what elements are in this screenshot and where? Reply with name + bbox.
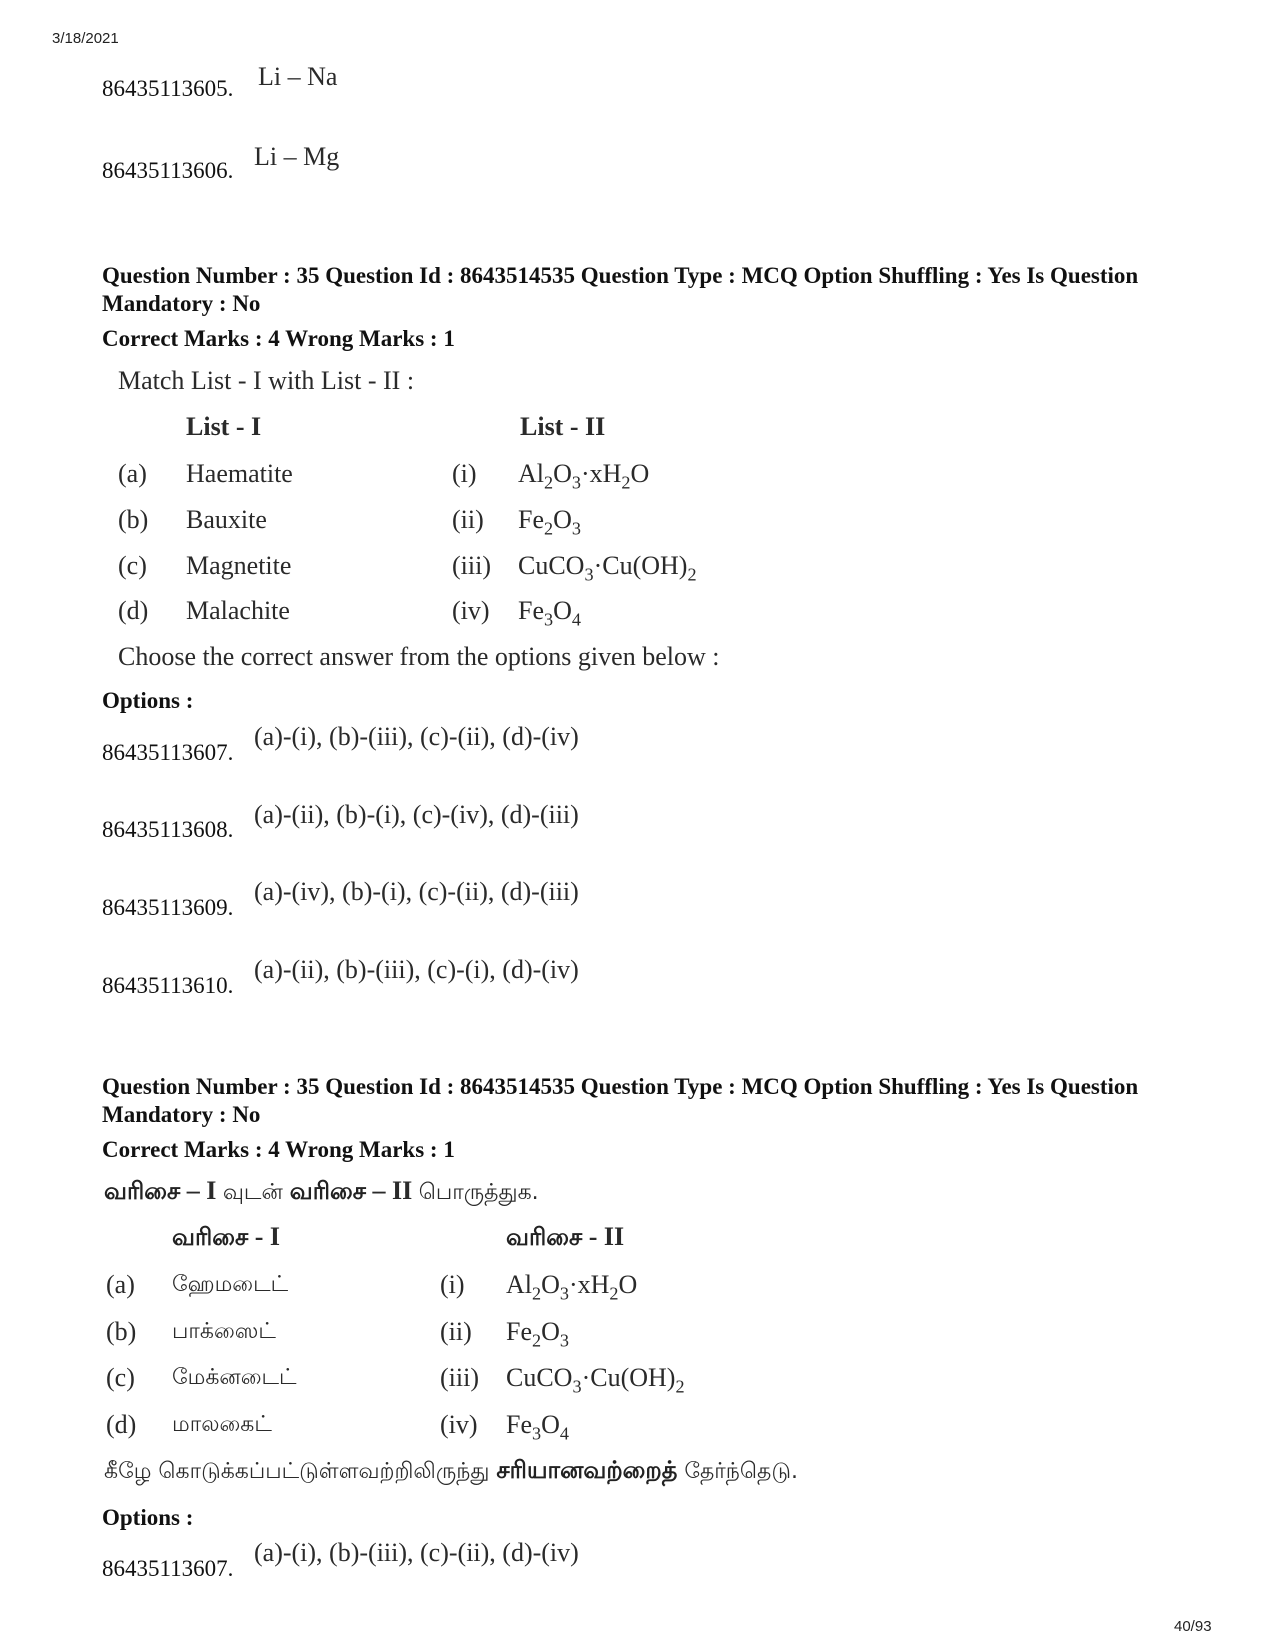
row-label: (iv) [452, 596, 490, 625]
list1-item: பாக்ஸைட் [172, 1319, 276, 1344]
option-id: 86435113609. [102, 895, 234, 920]
list1-header: List - I [186, 412, 262, 441]
question-marks: Correct Marks : 4 Wrong Marks : 1 [102, 326, 455, 351]
option-id: 86435113610. [102, 973, 234, 998]
option-id: 86435113607. [102, 1556, 234, 1581]
list1-item: ஹேமடைட் [172, 1272, 289, 1297]
prev-option-text: Li – Mg [254, 142, 340, 171]
formula: $Al_2O_3\cdot xH_2O$ [506, 1270, 638, 1304]
row-label: (i) [440, 1270, 465, 1299]
row-label: (ii) [452, 505, 484, 534]
option-id: 86435113607. [102, 740, 234, 765]
list1-item: Magnetite [186, 551, 292, 580]
question-intro: வரிசை – I வுடன் வரிசை – II பொருத்துக. [104, 1176, 539, 1205]
option-text: (a)-(ii), (b)-(iii), (c)-(i), (d)-(iv) [254, 955, 579, 984]
row-label: (d) [106, 1410, 137, 1439]
prev-option-id: 86435113606. [102, 158, 234, 183]
row-label: (ii) [440, 1317, 472, 1346]
formula: $Fe_2O_3$ [518, 505, 581, 539]
row-label: (d) [118, 596, 149, 625]
list2-header: List - II [520, 412, 606, 441]
question-instruction: கீழே கொடுக்கப்பட்டுள்ளவற்றிலிருந்து சரியானவற்றைத் தேர்ந்தெடு. [104, 1456, 798, 1484]
list1-item: Bauxite [186, 505, 267, 534]
formula: $Al_2O_3\cdot xH_2O$ [518, 459, 650, 493]
options-label: Options : [102, 688, 194, 713]
option-text: (a)-(i), (b)-(iii), (c)-(ii), (d)-(iv) [254, 722, 579, 751]
row-label: (iii) [452, 551, 491, 580]
option-text: (a)-(i), (b)-(iii), (c)-(ii), (d)-(iv) [254, 1538, 579, 1567]
option-text: (a)-(iv), (b)-(i), (c)-(ii), (d)-(iii) [254, 877, 579, 906]
question-intro: Match List - I with List - II : [118, 366, 415, 395]
print-date: 3/18/2021 [52, 30, 119, 47]
row-label: (c) [106, 1363, 135, 1392]
row-label: (b) [118, 505, 149, 534]
list1-item: மாலகைட் [172, 1412, 272, 1437]
question-header: Question Number : 35 Question Id : 8643514535 Question Type : MCQ Option Shuffling : Yes Is Question Mandatory : No [102, 1074, 1139, 1127]
list1-header: வரிசை - I [172, 1222, 281, 1251]
prev-option-id: 86435113605. [102, 76, 234, 101]
row-label: (c) [118, 551, 147, 580]
option-text: (a)-(ii), (b)-(i), (c)-(iv), (d)-(iii) [254, 800, 579, 829]
row-label: (iii) [440, 1363, 479, 1392]
formula: $Fe_3O_4$ [518, 596, 581, 630]
formula: $CuCO_3\cdot Cu(OH)_2$ [506, 1363, 685, 1397]
list2-header: வரிசை - II [506, 1222, 625, 1251]
formula: $Fe_3O_4$ [506, 1410, 569, 1444]
question-header: Question Number : 35 Question Id : 8643514535 Question Type : MCQ Option Shuffling : Yes Is Question Mandatory : No [102, 263, 1139, 316]
list1-item: மேக்னடைட் [172, 1365, 297, 1390]
list1-item: Malachite [186, 596, 290, 625]
options-label: Options : [102, 1505, 194, 1530]
question-instruction: Choose the correct answer from the options given below : [118, 642, 720, 671]
page-number: 40/93 [1174, 1618, 1212, 1635]
row-label: (a) [106, 1270, 135, 1299]
row-label: (b) [106, 1317, 137, 1346]
question-marks: Correct Marks : 4 Wrong Marks : 1 [102, 1137, 455, 1162]
option-id: 86435113608. [102, 817, 234, 842]
prev-option-text: Li – Na [258, 62, 338, 91]
row-label: (i) [452, 459, 477, 488]
formula: $Fe_2O_3$ [506, 1317, 569, 1351]
row-label: (iv) [440, 1410, 478, 1439]
list1-item: Haematite [186, 459, 293, 488]
row-label: (a) [118, 459, 147, 488]
formula: $CuCO_3\cdot Cu(OH)_2$ [518, 551, 697, 585]
